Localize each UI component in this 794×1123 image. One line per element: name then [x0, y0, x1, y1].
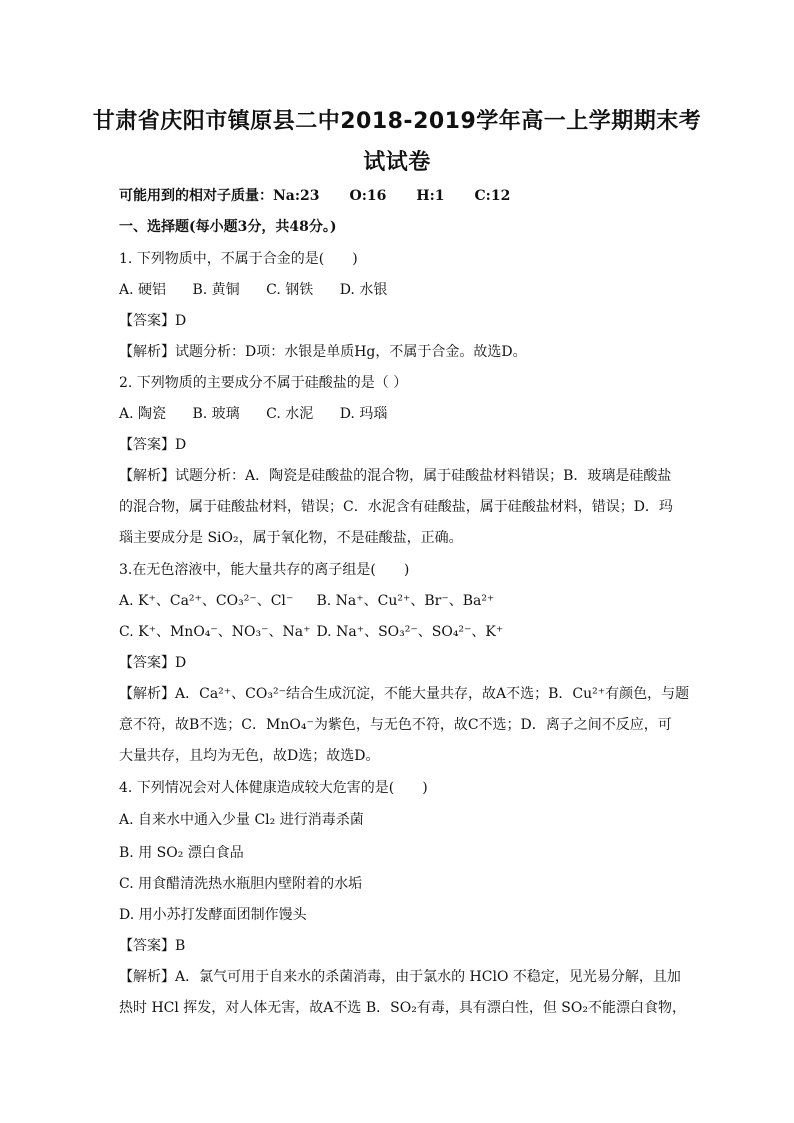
question-4-analysis-line-2: 热时 HCl 挥发，对人体无害，故A不选 B．SO₂有毒，具有漂白性，但 SO₂不能漂白食物，: [119, 1000, 686, 1016]
q3-option-d: D. Na⁺、SO₃²⁻、SO₄²⁻、K⁺: [316, 624, 504, 640]
q3-option-c: C. K⁺、MnO₄⁻、NO₃⁻、Na⁺: [119, 624, 311, 640]
document-title: 甘肃省庆阳市镇原县二中2018-2019学年高一上学期期末考: [92, 109, 702, 134]
question-2-analysis-line-3: 瑙主要成分是 SiO₂，属于氧化物，不是硅酸盐，正确。: [119, 530, 463, 546]
mass-na: Na:23: [273, 188, 320, 204]
question-2-analysis-line-1: 【解析】试题分析：A．陶瓷是硅酸盐的混合物，属于硅酸盐材料错误；B．玻璃是硅酸盐: [119, 468, 672, 484]
document-title-continued: 试试卷: [363, 150, 431, 175]
relative-mass-label: 可能用到的相对子质量：: [119, 188, 273, 204]
question-1-analysis: 【解析】试题分析：D项：水银是单质Hg，不属于合金。故选D。: [119, 344, 527, 360]
question-3-analysis-line-2: 意不符，故B不选；C．MnO₄⁻为紫色，与无色不符，故C不选；D．离子之间不反应，可: [119, 717, 672, 733]
question-2-options: [119, 404, 387, 424]
question-3-analysis-line-1: 【解析】A．Ca²⁺、CO₃²⁻结合生成沉淀，不能大量共存，故A不选；B．Cu²⁺有颜色，与题: [119, 686, 690, 702]
question-2-answer: 【答案】D: [119, 437, 187, 453]
question-3-options-row-2: [119, 622, 503, 642]
q2-option-c: C. 水泥: [266, 406, 314, 422]
q4-option-b: B. 用 SO₂ 漂白食品: [119, 845, 244, 861]
q2-option-b: B. 玻璃: [192, 406, 240, 422]
question-4-answer: 【答案】B: [119, 938, 186, 954]
q1-option-b: B. 黄铜: [192, 282, 240, 298]
q1-option-d: D. 水银: [339, 282, 388, 298]
mass-h: H:1: [416, 188, 445, 204]
question-3-answer: 【答案】D: [119, 655, 187, 671]
question-4-analysis-line-1: 【解析】A．氯气可用于自来水的杀菌消毒，由于氯水的 HClO 不稳定，见光易分解，且加: [119, 969, 681, 985]
q4-option-a: A. 自来水中通入少量 Cl₂ 进行消毒杀菌: [119, 812, 364, 828]
mass-o: O:16: [349, 188, 387, 204]
q3-option-b: B. Na⁺、Cu²⁺、Br⁻、Ba²⁺: [316, 593, 495, 609]
relative-mass-line: [119, 186, 510, 206]
section-heading: 一、选择题(每小题3分，共48分。): [119, 219, 337, 235]
question-1-options: [119, 280, 387, 300]
question-2-stem: 2. 下列物质的主要成分不属于硅酸盐的是（ ）: [119, 375, 408, 391]
q4-option-d: D. 用小苏打发酵面团制作馒头: [119, 907, 307, 923]
question-3-stem: 3.在无色溶液中，能大量共存的离子组是( ): [119, 562, 410, 578]
question-2-analysis-line-2: 的混合物，属于硅酸盐材料，错误；C．水泥含有硅酸盐，属于硅酸盐材料，错误；D．玛: [119, 499, 673, 515]
question-1-answer: 【答案】D: [119, 313, 187, 329]
question-3-options-row-1: [119, 591, 494, 611]
question-1-stem: 1. 下列物质中，不属于合金的是( ): [119, 251, 358, 267]
q4-option-c: C. 用食醋清洗热水瓶胆内壁附着的水垢: [119, 876, 363, 892]
q2-option-a: A. 陶瓷: [119, 406, 167, 422]
q1-option-a: A. 硬铝: [119, 282, 167, 298]
q3-option-a: A. K⁺、Ca²⁺、CO₃²⁻、Cl⁻: [119, 593, 294, 609]
question-4-stem: 4. 下列情况会对人体健康造成较大危害的是( ): [119, 780, 428, 796]
question-3-analysis-line-3: 大量共存，且均为无色，故D选；故选D。: [119, 748, 380, 764]
q2-option-d: D. 玛瑙: [339, 406, 388, 422]
q1-option-c: C. 钢铁: [266, 282, 314, 298]
mass-c: C:12: [474, 188, 511, 204]
